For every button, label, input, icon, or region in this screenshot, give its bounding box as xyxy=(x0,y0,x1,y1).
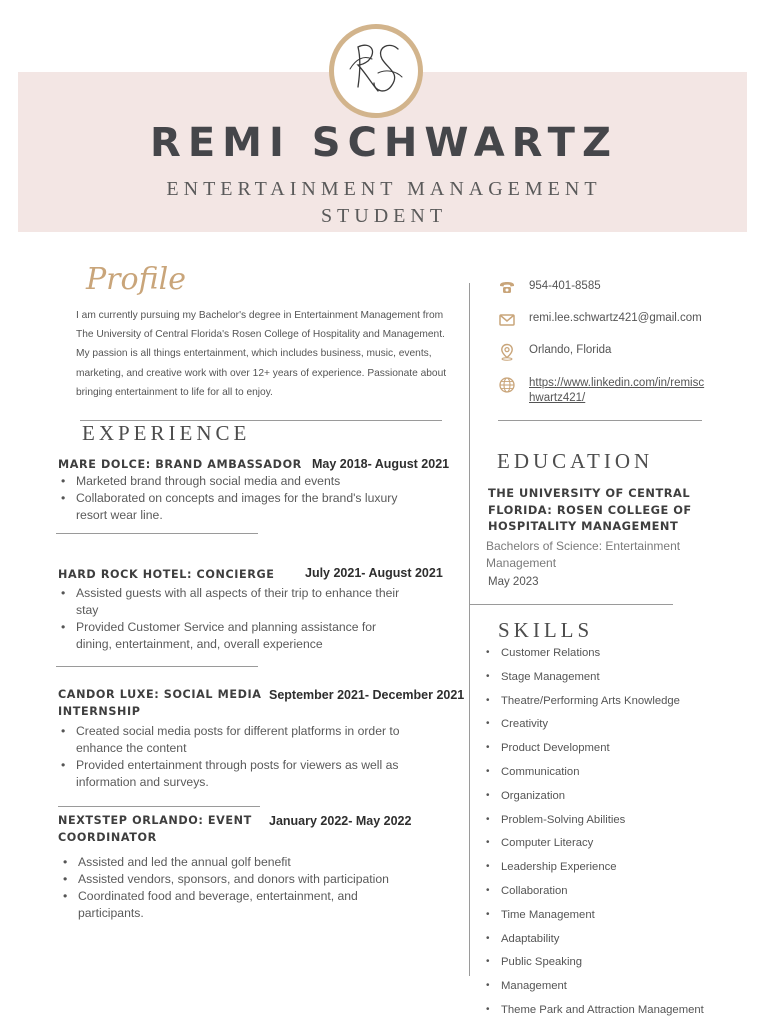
list-item: • Theatre/Performing Arts Knowledge xyxy=(486,693,756,717)
contact-location xyxy=(498,343,611,361)
list-item: • Time Management xyxy=(486,907,756,931)
monogram-script-icon xyxy=(334,29,418,113)
list-item: • Collaborated on concepts and images for the brand's luxury resort wear line. xyxy=(58,490,398,524)
monogram-logo xyxy=(329,24,423,118)
list-item: • Assisted and led the annual golf benefit xyxy=(60,854,420,871)
skills-list xyxy=(486,645,756,1024)
job-bullets xyxy=(60,854,420,922)
candidate-subtitle: ENTERTAINMENT MANAGEMENT STUDENT xyxy=(166,178,602,227)
divider xyxy=(470,604,673,605)
candidate-name: REMI SCHWARTZ xyxy=(150,120,618,166)
contact-linkedin xyxy=(498,376,709,406)
list-item: • Product Development xyxy=(486,740,756,764)
job-bullets xyxy=(58,723,418,791)
list-item: • Provided Customer Service and planning assistance for dining, entertainment, and, overall experience xyxy=(58,619,403,653)
job-title: CANDOR LUXE: SOCIAL MEDIA INTERNSHIP xyxy=(58,688,262,718)
phone-number: 954-401-8585 xyxy=(529,280,601,292)
list-item: • Organization xyxy=(486,788,756,812)
list-item: • Assisted vendors, sponsors, and donors with participation xyxy=(60,871,420,888)
list-item: • Provided entertainment through posts for viewers as well as information and surveys. xyxy=(58,757,418,791)
list-item: • Leadership Experience xyxy=(486,859,756,883)
job-bullets xyxy=(58,473,398,524)
list-item: • Problem-Solving Abilities xyxy=(486,812,756,836)
list-item: • Created social media posts for different platforms in order to enhance the content xyxy=(58,723,418,757)
education-school: THE UNIVERSITY OF CENTRAL FLORIDA: ROSEN COLLEGE OF HOSPITALITY MANAGEMENT xyxy=(488,486,692,533)
divider xyxy=(56,666,258,667)
list-item: • Creativity xyxy=(486,716,756,740)
list-item: • Assisted guests with all aspects of their trip to enhance their stay xyxy=(58,585,403,619)
envelope-icon xyxy=(498,311,516,329)
list-item: • Marketed brand through social media and events xyxy=(58,473,398,490)
location-pin-icon xyxy=(498,343,516,361)
svg-text:Profile: Profile xyxy=(86,262,186,297)
email-address[interactable]: remi.lee.schwartz421@gmail.com xyxy=(529,312,702,324)
list-item: • Computer Literacy xyxy=(486,835,756,859)
linkedin-link[interactable]: https://www.linkedin.com/in/remischwartz421/ xyxy=(529,377,705,404)
list-item: • Management xyxy=(486,978,756,1002)
profile-text: I am currently pursuing my Bachelor's degree in Entertainment Management from The University of Central Florida's Rosen College of Hospitality and Management. My passion is all things entertainment, which includes business, music, events, marketing, and creative work with over 12+ years of experience. Passionate about bringing entertainment to life for all to enjoy. xyxy=(76,310,447,398)
skills-heading: SKILLS xyxy=(498,618,594,642)
job-bullets xyxy=(58,585,403,653)
divider xyxy=(498,420,702,421)
job-title: HARD ROCK HOTEL: CONCIERGE xyxy=(58,568,275,581)
education-heading: EDUCATION xyxy=(497,449,654,473)
contact-phone xyxy=(498,279,601,297)
globe-icon xyxy=(498,376,516,394)
list-item: • Coordinated food and beverage, entertainment, and participants. xyxy=(60,888,420,922)
job-date: May 2018- August 2021 xyxy=(312,457,450,471)
contact-email xyxy=(498,311,702,329)
column-divider xyxy=(469,283,470,976)
list-item: • Adaptability xyxy=(486,931,756,955)
list-item: • Public Speaking xyxy=(486,954,756,978)
list-item: • Theme Park and Attraction Management xyxy=(486,1002,756,1024)
phone-icon xyxy=(498,279,516,297)
experience-heading: EXPERIENCE xyxy=(82,421,251,445)
list-item: • Stage Management xyxy=(486,669,756,693)
education-date: May 2023 xyxy=(488,576,539,588)
location-text: Orlando, Florida xyxy=(529,344,612,356)
job-title: NEXTSTEP ORLANDO: EVENT COORDINATOR xyxy=(58,814,252,844)
list-item: • Collaboration xyxy=(486,883,756,907)
divider xyxy=(56,533,258,534)
job-date: September 2021- December 2021 xyxy=(269,688,465,702)
list-item: • Customer Relations xyxy=(486,645,756,669)
divider xyxy=(58,806,260,807)
job-title: MARE DOLCE: BRAND AMBASSADOR xyxy=(58,458,302,471)
job-date: July 2021- August 2021 xyxy=(305,566,443,580)
job-date: January 2022- May 2022 xyxy=(269,814,412,828)
list-item: • Communication xyxy=(486,764,756,788)
education-degree: Bachelors of Science: Entertainment Management xyxy=(486,539,681,570)
profile-heading xyxy=(84,253,194,303)
